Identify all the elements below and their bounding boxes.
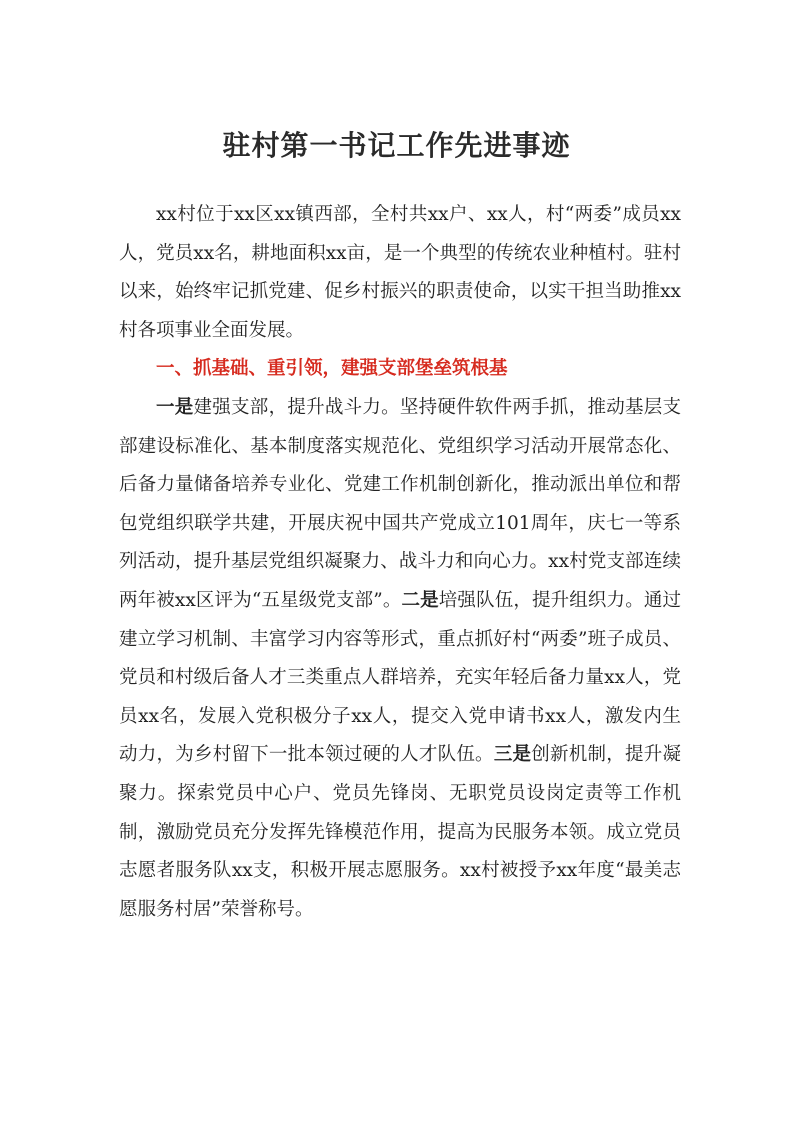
lead-marker-1: 一是 xyxy=(156,396,194,418)
lead-marker-3: 三是 xyxy=(493,744,532,766)
section-heading: 一、抓基础、重引领，建强支部堡垒筑根基 xyxy=(156,358,508,380)
lead-marker-2: 二是 xyxy=(401,589,439,611)
paragraph-text-1: 建强支部，提升战斗力。坚持硬件软件两手抓，推动基层支部建设标准化、基本制度落实规范化、党组织学习活动开展常态化、后备力量储备培养专业化、党建工作机制创新化，推动派出单位和帮包党组织联学共建，开展庆祝中国共产党成立101周年，庆七一等系列活动，提升基层党组织凝聚力、战斗力和向心力。xx村党支部连续两年被xx区评为“五星级党支部”。 xyxy=(119,396,681,611)
section-paragraph xyxy=(119,389,681,929)
document-title: 驻村第一书记工作先进事迹 xyxy=(222,129,571,162)
document-body xyxy=(119,196,681,929)
intro-paragraph: xx村位于xx区xx镇西部，全村共xx户、xx人，村“两委”成员xx人，党员xx名，耕地面积xx亩，是一个典型的传统农业种植村。驻村以来，始终牢记抓党建、促乡村振兴的职责使命，以实干担当助推xx村各项事业全面发展。 xyxy=(119,204,681,341)
paragraph-text-3: 创新机制，提升凝聚力。探索党员中心户、党员先锋岗、无职党员设岗定责等工作机制，激励党员充分发挥先锋模范作用，提高为民服务本领。成立党员志愿者服务队xx支，积极开展志愿服务。xx村被授予xx年度“最美志愿服务村居”荣誉称号。 xyxy=(119,744,681,920)
paragraph-text-2: 培强队伍，提升组织力。通过建立学习机制、丰富学习内容等形式，重点抓好村“两委”班子成员、党员和村级后备人才三类重点人群培养，充实年轻后备力量xx人，党员xx名，发展入党积极分子xx人，提交入党申请书xx人，激发内生动力，为乡村留下一批本领过硬的人才队伍。 xyxy=(119,589,681,766)
